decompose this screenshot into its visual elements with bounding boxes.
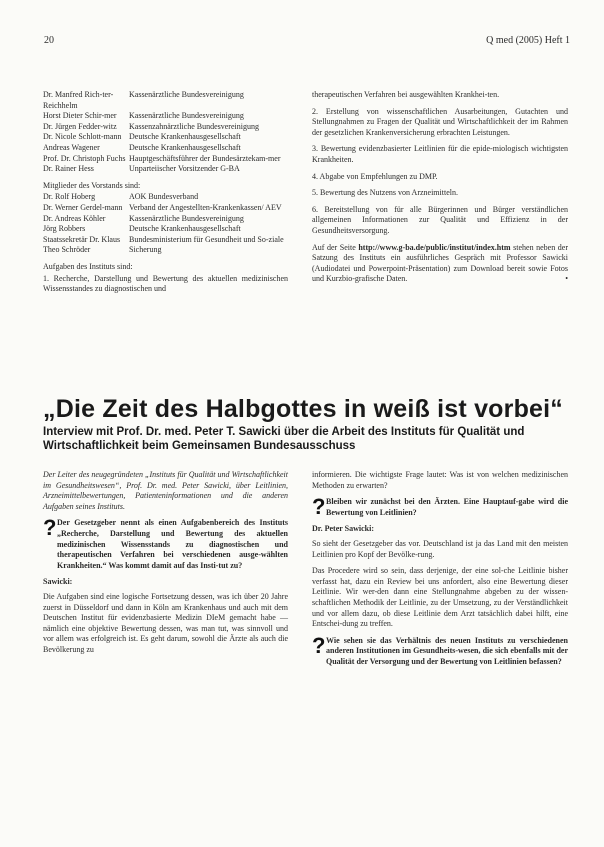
member-org: Deutsche Krankenhausgesellschaft <box>129 224 241 234</box>
interview-left-column <box>43 470 288 662</box>
task-item: 3. Bewertung evidenzbasierter Leitlinien für die epide-miologisch wichtigsten Krankheiten. <box>312 144 568 164</box>
member-name: Jörg Robbers <box>43 224 86 234</box>
member-org: Bundesministerium für Gesundheit und So-ziale Sicherung <box>129 234 284 255</box>
member-org: AOK Bundesverband <box>129 192 199 202</box>
member-name: Dr. Nicole Schlott-mann <box>43 132 122 142</box>
question-text: Bleiben wir zunächst bei den Ärzten. Eine Hauptauf-gabe wird die Bewertung von Leitlinien? <box>326 497 568 517</box>
board-heading: Mitglieder des Vorstands sind: <box>43 180 141 190</box>
question-mark-icon: ? <box>43 515 57 541</box>
member-row <box>43 143 288 154</box>
member-row <box>43 154 288 165</box>
board-member-row <box>43 214 288 225</box>
page-number: 20 <box>44 35 54 46</box>
answer-continuation: informieren. Die wichtigste Frage lautet: Was ist von welchen medizinischen Methoden zu erwarten? <box>312 470 568 490</box>
member-row <box>43 111 288 122</box>
intro-paragraph: Der Leiter des neugegründeten „Instituts für Qualität und Wirtschaftlichkeit im Gesundheitswesen“, Prof. Dr. med. Peter Sawicki, über Leitlinien, Arzneimittelbewertungen, Patienteninformationen und die anderen Aufgaben seines Instituts. <box>43 470 288 511</box>
member-name: Horst Dieter Schir-mer <box>43 111 117 121</box>
question-block <box>312 494 568 520</box>
member-name: Dr. Rainer Hess <box>43 164 94 174</box>
speaker-label: Dr. Peter Sawicki: <box>312 524 374 534</box>
answer-paragraph: So sieht der Gesetzgeber das vor. Deutschland ist ja das Land mit den meisten Leitlinien pro Kopf der Bevölke-rung. <box>312 538 568 559</box>
task-item: 5. Bewertung des Nutzens von Arzneimitteln. <box>312 188 458 198</box>
member-org: Verband der Angestellten-Krankenkassen/ AEV <box>129 202 282 212</box>
question-mark-icon: ? <box>312 494 326 520</box>
member-name: Prof. Dr. Christoph Fuchs <box>43 153 126 163</box>
tasks-heading: Aufgaben des Instituts sind: <box>43 261 133 271</box>
member-name: Staatssekretär Dr. Klaus Theo Schröder <box>43 234 121 255</box>
member-row <box>43 164 288 175</box>
board-member-row <box>43 192 288 203</box>
member-org: Hauptgeschäftsführer der Bundesärztekam-mer <box>129 153 281 163</box>
question-text: Der Gesetzgeber nennt als einen Aufgabenbereich des Instituts „Recherche, Darstellung und Bewertung des aktuellen medizinischen Wissensstands zu diagnostischen und therapeutischen Verfahren bei verschiedenen ausge-wählten Krankheiten.“ Was kommt damit auf das Insti-tut zu? <box>57 518 288 570</box>
member-name: Dr. Rolf Hoberg <box>43 192 96 202</box>
member-list-column <box>43 90 288 295</box>
member-org: Kassenärztliche Bundesvereinigung <box>129 90 244 99</box>
question-block <box>312 632 568 668</box>
speaker-label: Sawicki: <box>43 577 73 587</box>
board-member-row <box>43 224 288 235</box>
board-member-row <box>43 203 288 214</box>
question-mark-icon: ? <box>312 632 326 658</box>
website-link[interactable]: http://www.g-ba.de/public/institut/index.htm <box>358 242 511 252</box>
member-row <box>43 90 288 111</box>
task-item: 1. Recherche, Darstellung und Bewertung des aktuellen medizinischen Wissensstandes zu diagnostischen und <box>43 273 288 294</box>
end-mark: • <box>565 274 568 284</box>
member-row <box>43 132 288 143</box>
question-text: Wie sehen sie das Verhältnis des neuen Instituts zu verschiedenen anderen Institutionen im Gesundheits-wesen, die sich ebenfalls mit der Qualität der Versorgung und der Bewertung von Leitlinien befassen? <box>326 635 568 666</box>
board-member-row <box>43 235 288 256</box>
article-subtitle: Interview mit Prof. Dr. med. Peter T. Sawicki über die Arbeit des Instituts für Qualität und Wirtschaftlichkeit beim Gemeinsamen Bundesausschuss <box>43 426 525 452</box>
article-title: „Die Zeit des Halbgottes in weiß ist vorbei“ <box>43 395 564 423</box>
member-org: Kassenzahnärztliche Bundesvereinigung <box>129 121 259 131</box>
answer-paragraph: Die Aufgaben sind eine logische Fortsetzung dessen, was ich über 20 Jahre zuerst in Düsseldorf und dann in Köln am Krankenhaus und auch mit dem Deutschen Institut für evidenzbasierte Medizin DIeM gemacht habe — nämlich eine objektive Bewertung dessen, was man tut, was sinnvoll und vor allem was erfolgreich ist. Es geht darum, sowohl die Ärzte als auch die Bevölkerung zu <box>43 591 288 654</box>
member-name: Dr. Werner Gerdel-mann <box>43 202 123 212</box>
member-row <box>43 122 288 133</box>
member-org: Kassenärztliche Bundesvereinigung <box>129 213 244 223</box>
task-item: 6. Bereitstellung von für alle Bürgerinnen und Bürger verständlichen allgemeinen Informationen zur Qualität und Effizienz in der Gesundheitsversorgung. <box>312 204 568 235</box>
member-name: Dr. Jürgen Fedder-witz <box>43 121 117 131</box>
member-org: Unparteiischer Vorsitzender G-BA <box>129 164 240 174</box>
task-item: 4. Abgabe von Empfehlungen zu DMP. <box>312 171 438 181</box>
journal-header: Q med (2005) Heft 1 <box>486 35 570 46</box>
answer-paragraph: Das Procedere wird so sein, dass derjenige, der eine sol-che Leitlinie bisher verfasst hat, dazu ein Review bei uns anfordert, also eine Bewertung dieser Leitlinie. Wir wer-den dann eine Stellungnahme abgeben zu der wissen-schaftlichen Methodik der Leitlinie, zu der Umsetzung, zu der Verständlichkeit und vor allem dazu, ob diese Leitlinie dem Arzt tatsächlich dabei hilft, eine Entschei-dung zu treffen. <box>312 566 568 629</box>
tasks-column <box>312 90 568 291</box>
interview-right-column <box>312 470 568 674</box>
website-paragraph <box>312 243 568 285</box>
member-name: Dr. Andreas Köhler <box>43 213 106 223</box>
website-prefix: Auf der Seite <box>312 242 359 252</box>
website-text: stehen neben der Satzung des Instituts ein ausführliches Gespräch mit Professor Sawicki (Audiodatei und Powerpoint-Präsentation) zum Download bereit sowie Fotos und Kurzbio-grafische Daten. <box>312 242 568 284</box>
member-org: Deutsche Krankenhausgesellschaft <box>129 142 241 152</box>
member-org: Deutsche Krankenhausgesellschaft <box>129 132 241 142</box>
task-item: 2. Erstellung von wissenschaftlichen Ausarbeitungen, Gutachten und Stellungnahmen zu Fragen der Qualität und Wirtschaftlichkeit der im Rahmen der gesetzlichen Krankenversicherung erbrachten Leistungen. <box>312 106 568 137</box>
member-name: Andreas Wagener <box>43 142 100 152</box>
member-org: Kassenärztliche Bundesvereinigung <box>129 111 244 121</box>
task-item-continuation: therapeutischen Verfahren bei ausgewählten Krankhei-ten. <box>312 90 500 99</box>
member-name: Dr. Manfred Rich-ter-Reichhelm <box>43 90 114 110</box>
question-block <box>43 515 288 571</box>
